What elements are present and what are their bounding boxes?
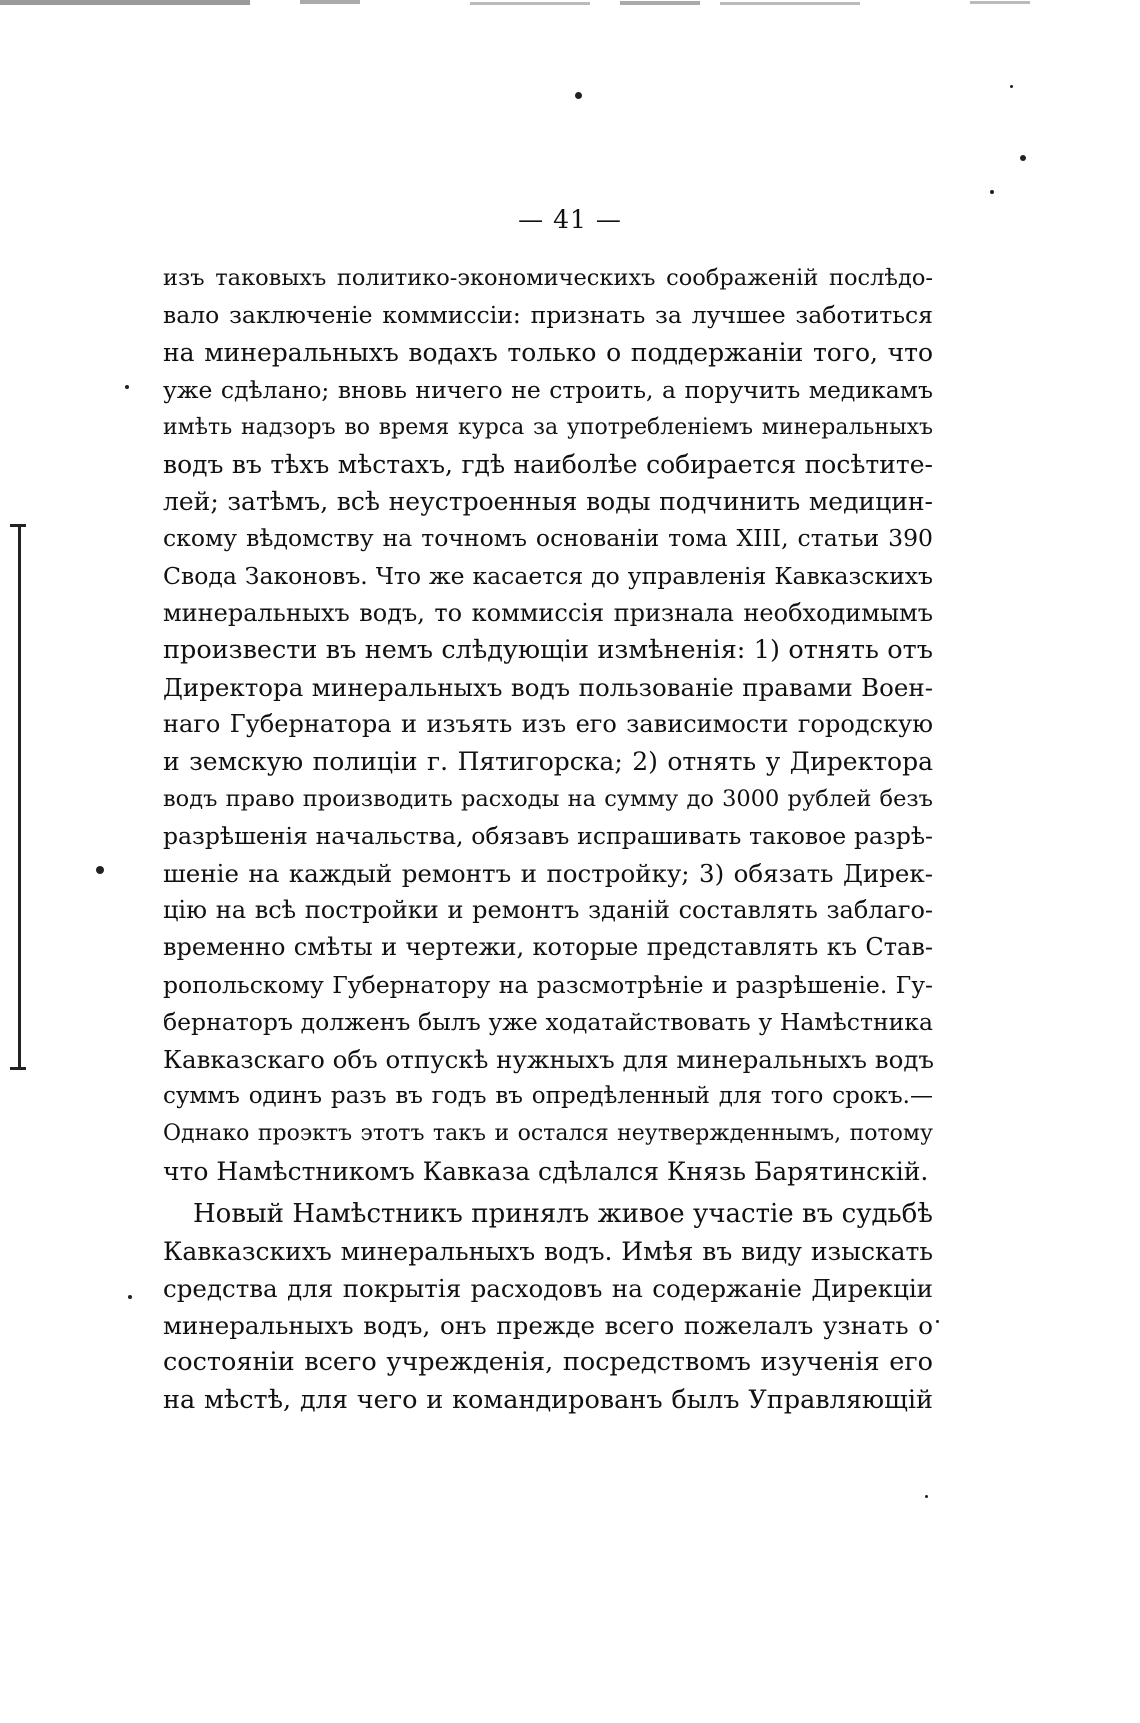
ink-speck	[575, 92, 582, 99]
ink-speck	[936, 1320, 939, 1323]
top-edge-noise	[0, 0, 1140, 14]
text-line: и земскую полиціи г. Пятигорска; 2) отнять у Директора	[163, 747, 933, 777]
text-line: временно смѣты и чертежи, которые представлять къ Став-	[163, 933, 933, 962]
text-line: суммъ одинъ разъ въ годъ въ опредѣленный для того срокъ.—	[163, 1083, 933, 1110]
text-line: на минеральныхъ водахъ только о поддержаніи того, что	[163, 338, 933, 368]
text-line: Новый Намѣстникъ принялъ живое участіе въ судьбѣ	[193, 1198, 933, 1229]
ink-speck	[128, 1295, 132, 1299]
text-line: на мѣстѣ, для чего и командированъ былъ Управляющій	[163, 1384, 933, 1415]
margin-tick	[10, 1067, 26, 1070]
text-line: что Намѣстникомъ Кавказа сдѣлался Князь Барятинскій.	[163, 1156, 929, 1186]
body-text	[163, 260, 933, 1419]
ink-speck	[925, 1495, 928, 1498]
margin-tick	[10, 524, 26, 527]
ink-speck	[96, 866, 104, 874]
text-line: Однако проэктъ этотъ такъ и остался неутвержденнымъ, потому	[163, 1121, 933, 1147]
page-number: — 41 —	[518, 205, 622, 234]
text-line: водъ въ тѣхъ мѣстахъ, гдѣ наиболѣе собирается посѣтите-	[163, 449, 933, 479]
text-line: цію на всѣ постройки и ремонтъ зданій составлять заблаго-	[163, 896, 933, 925]
text-line: имѣть надзоръ во время курса за употребленіемъ минеральныхъ	[163, 414, 933, 440]
text-line: минеральныхъ водъ, онъ прежде всего пожелалъ узнать о	[163, 1311, 933, 1341]
text-line: минеральныхъ водъ, то коммиссія признала необходимымъ	[163, 598, 933, 627]
text-line: Свода Законовъ. Что же касается до управленія Кавказскихъ	[163, 561, 933, 590]
text-line: средства для покрытія расходовъ на содержаніе Дирекціи	[163, 1274, 933, 1304]
text-line: наго Губернатора и изъять изъ его зависимости городскую	[163, 710, 933, 739]
text-line: ропольскому Губернатору на разсмотрѣніе и разрѣшеніе. Гу-	[163, 970, 933, 999]
text-line: состояніи всего учрежденія, посредствомъ изученія его	[163, 1347, 933, 1378]
text-line: разрѣшенія начальства, обязавъ испрашивать таковое разрѣ-	[163, 821, 933, 850]
text-line: Директора минеральныхъ водъ пользованіе правами Воен-	[163, 673, 933, 703]
text-line: бернаторъ долженъ былъ уже ходатайствовать у Намѣстника	[163, 1007, 933, 1036]
text-line: изъ таковыхъ политико-экономическихъ соображеній послѣдо-	[163, 265, 933, 291]
margin-rule	[18, 525, 21, 1070]
text-line: шеніе на каждый ремонтъ и постройку; 3) обязать Дирек-	[163, 859, 933, 888]
text-line: вало заключеніе коммиссіи: признать за лучшее заботиться	[163, 301, 933, 330]
text-line: Кавказскаго объ отпускѣ нужныхъ для минеральныхъ водъ	[163, 1044, 935, 1074]
ink-speck	[990, 190, 994, 194]
text-line: скому вѣдомству на точномъ основаніи тома XIII, статьи 390	[163, 524, 933, 553]
ink-speck	[1020, 155, 1026, 161]
text-line: водъ право производить расходы на сумму до 3000 рублей безъ	[163, 785, 933, 812]
ink-speck	[1010, 85, 1013, 88]
text-line: уже сдѣлано; вновь ничего не строить, а поручить медикамъ	[163, 375, 933, 404]
text-line: лей; затѣмъ, всѣ неустроенныя воды подчинить медицин-	[163, 487, 933, 517]
text-line: Кавказскихъ минеральныхъ водъ. Имѣя въ виду изыскать	[163, 1236, 933, 1266]
text-line: произвести въ немъ слѣдующіи измѣненія: 1) отнять отъ	[163, 634, 933, 665]
ink-speck	[125, 385, 129, 389]
